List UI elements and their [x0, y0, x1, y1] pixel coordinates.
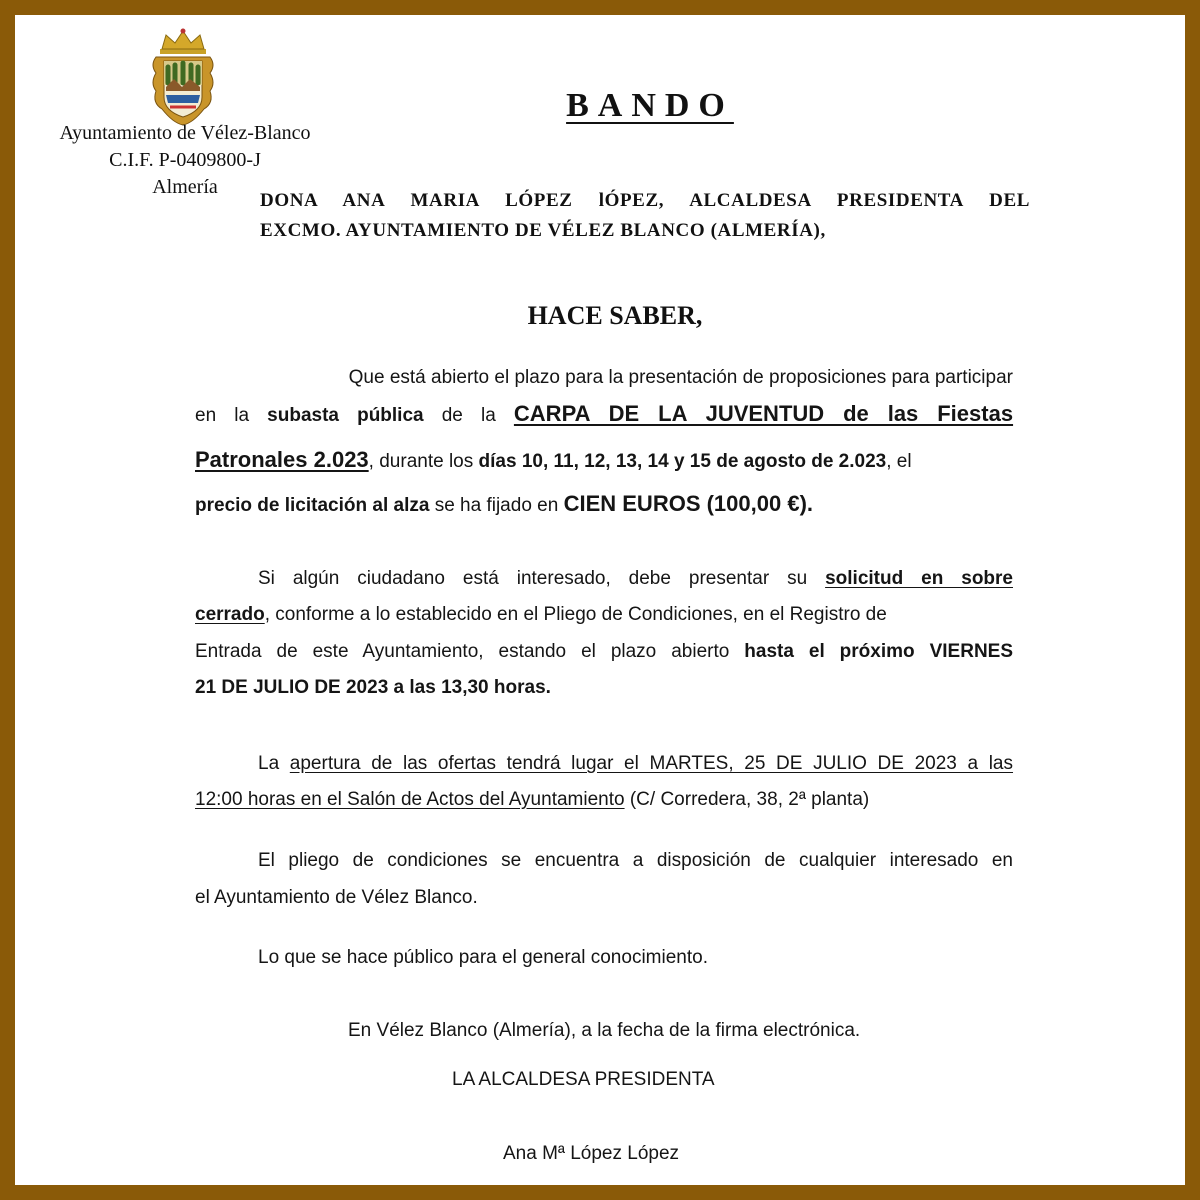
- document-page: [15, 15, 1185, 1185]
- p3-line-1: [258, 753, 1013, 775]
- closing-role: LA ALCALDESA PRESIDENTA: [452, 1069, 715, 1090]
- p2-line-1: [258, 568, 1013, 590]
- mayor-line-2: EXCMO. AYUNTAMIENTO DE VÉLEZ BLANCO (ALMERÍA),: [260, 220, 826, 241]
- p2-deadline-date: 21 DE JULIO DE 2023 a las 13,30 horas.: [195, 677, 551, 698]
- p1-subasta: subasta pública: [267, 405, 424, 426]
- p1-line-3: [195, 447, 1013, 473]
- p1-line-2: [195, 401, 1013, 427]
- p2-l1-text: Si algún ciudadano está interesado, debe presentar su: [258, 568, 808, 589]
- p3-line-2: [195, 789, 869, 811]
- closing-signatory: Ana Mª López López: [503, 1143, 680, 1164]
- p2-cerrado: cerrado: [195, 604, 265, 625]
- org-province: Almería: [152, 176, 218, 198]
- p4-line-1: El pliego de condiciones se encuentra a disposición de cualquier interesado en: [258, 850, 1013, 871]
- p4-line-2: el Ayuntamiento de Vélez Blanco.: [195, 887, 478, 908]
- p1-l2-text-b: de la: [441, 405, 496, 426]
- closing-place-date: En Vélez Blanco (Almería), a la fecha de la firma electrónica.: [348, 1020, 861, 1041]
- p1-l3-text: , durante los: [368, 451, 474, 472]
- p2-line-2: [195, 604, 1013, 626]
- p1-carpa-title: CARPA DE LA JUVENTUD de las Fiestas: [513, 401, 1014, 426]
- p3-salon: 12:00 horas en el Salón de Actos del Ayuntamiento: [195, 789, 625, 810]
- p1-line-4: [195, 491, 813, 517]
- p2-line-3: [195, 641, 1013, 663]
- p1-patronales: Patronales 2.023: [195, 447, 369, 472]
- p5-line: Lo que se hace público para el general conocimiento.: [258, 947, 708, 968]
- p2-line-4: [195, 677, 551, 699]
- p1-precio: precio de licitación al alza: [195, 495, 430, 516]
- mayor-line-1: DONA ANA MARIA LÓPEZ lÓPEZ, ALCALDESA PRESIDENTA DEL: [260, 190, 1030, 211]
- p3-l1-text: La: [258, 753, 280, 774]
- org-cif: C.I.F. P-0409800-J: [109, 149, 261, 171]
- p2-solicitud: solicitud en sobre: [825, 568, 1013, 589]
- p2-l3-text: Entrada de este Ayuntamiento, estando el plazo abierto: [195, 641, 730, 662]
- p1-line-1: Que está abierto el plazo para la presentación de proposiciones para participar: [348, 367, 1013, 388]
- p1-amount: CIEN EUROS (100,00 €).: [563, 491, 814, 516]
- p3-apertura: apertura de las ofertas tendrá lugar el MARTES, 25 DE JULIO DE 2023 a las: [289, 753, 1014, 774]
- hace-saber-heading: HACE SABER,: [527, 301, 703, 330]
- p1-days: días 10, 11, 12, 13, 14 y 15 de agosto de 2.023: [478, 451, 887, 472]
- org-name: Ayuntamiento de Vélez-Blanco: [59, 122, 311, 144]
- p1-l4-text: se ha fijado en: [434, 495, 559, 516]
- document-title: BANDO: [566, 87, 734, 124]
- p2-deadline: hasta el próximo VIERNES: [744, 641, 1014, 662]
- p1-l3-end: , el: [886, 451, 912, 472]
- p2-l2-text: , conforme a lo establecido en el Pliego de Condiciones, en el Registro de: [264, 604, 887, 625]
- p3-address: (C/ Corredera, 38, 2ª planta): [629, 789, 870, 810]
- p1-l2-text: en la: [195, 405, 250, 426]
